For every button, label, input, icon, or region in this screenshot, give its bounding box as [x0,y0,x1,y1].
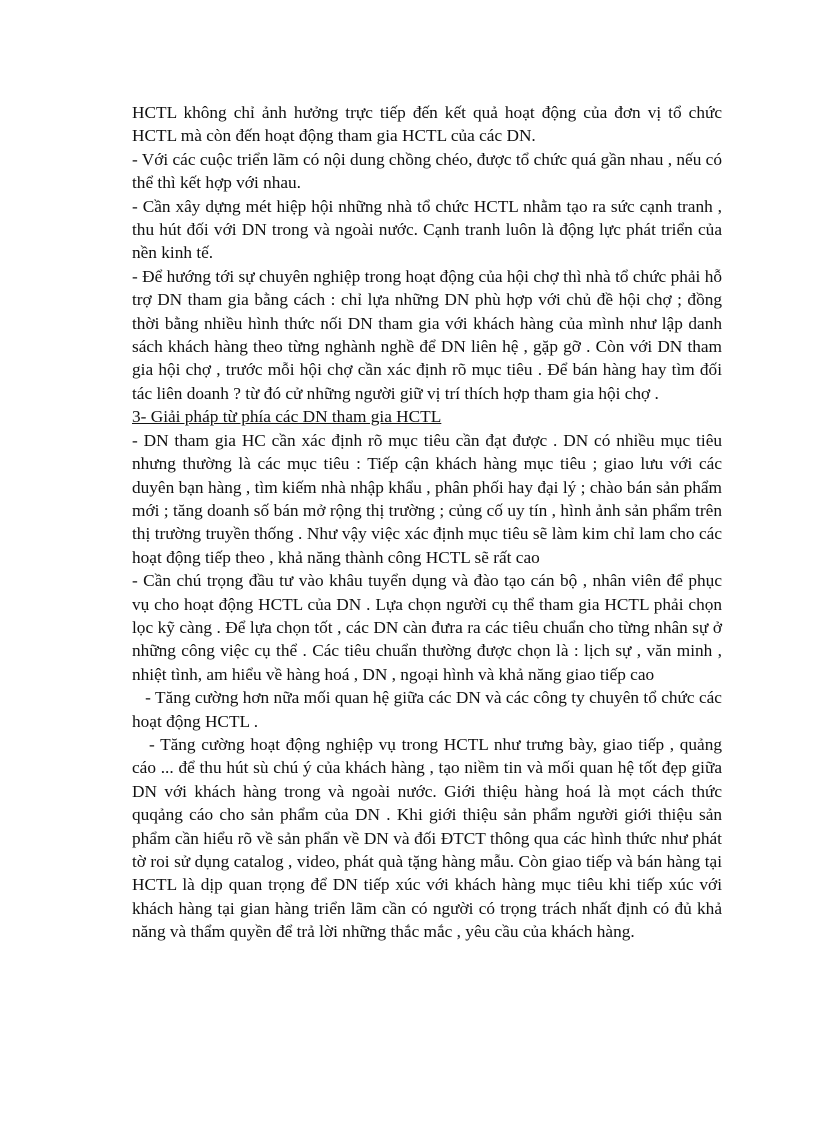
paragraph-define-goals: - DN tham gia HC cần xác định rõ mục tiêu cần đạt được . DN có nhiều mục tiêu nhưng thường là các mục tiêu : Tiếp cận khách hàng mục tiêu ; giao lưu với các duyên bạn hàng , tìm kiếm nhà nhập khẩu , phân phối hay đại lý ; chào bán sản phẩm mới ; tăng doanh số bán mở rộng thị trường ; củng cố uy tín , hình ảnh sản phẩm trên thị trường truyền thống . Như vậy việc xác định mục tiêu sẽ làm kim chỉ lam cho các hoạt động tiếp theo , khả năng thành công HCTL sẽ rất cao [132,430,722,567]
paragraph-hctl-impact: HCTL không chỉ ảnh hưởng trực tiếp đến kết quả hoạt động của đơn vị tổ chức HCTL mà còn đến hoạt động tham gia HCTL của các DN. [132,103,722,146]
document-page [132,101,727,944]
paragraph-staff-training: - Cần chú trọng đầu tư vào khâu tuyển dụng và đào tạo cán bộ , nhân viên để phục vụ cho hoạt động HCTL của DN . Lựa chọn người cụ thể tham gia HCTL phải chọn lọc kỹ càng . Để lựa chọn tốt , các DN càn đưra ra các tiêu chuẩn cho từng nhân sự ở những công việc cụ thể . Các tiêu chuẩn thường được chọn là : lịch sự , văn minh , nhiệt tình, am hiểu về hàng hoá , DN , ngoại hình và khả năng giao tiếp cao [132,571,722,684]
paragraph-strengthen-relations: - Tăng cường hơn nữa mối quan hệ giữa các DN và các công ty chuyên tổ chức các hoạt động HCTL . [132,688,727,731]
paragraph-organizer-association: - Cần xây dựng mét hiệp hội những nhà tổ chức HCTL nhằm tạo ra sức cạnh tranh , thu hút đối với DN trong và ngoài nước. Cạnh tranh luôn là động lực phát triển của nền kinh tế. [132,196,722,263]
paragraph-professional-activities: - Tăng cường hoạt động nghiệp vụ trong HCTL như trưng bày, giao tiếp , quảng cáo ... để thu hút sù chú ý của khách hàng , tạo niềm tin và mối quan hệ tốt đẹp giữa DN với khách hàng trong và ngoài nước. Giới thiệu hàng hoá là mọt cách thức quqảng cáo cho sản phẩm của DN . Khi giới thiệu sản phẩm người giới thiệu sản phẩm cần hiểu rõ về sản phẩn về DN và đối ĐTCT thông qua các hình thức như phát tờ roi sử dụng catalog , video, phát quà tặng hàng mẫu. Còn giao tiếp và bán hàng tại HCTL là dịp quan trọng để DN tiếp xúc với khách hàng mục tiêu khi tiếp xúc với khách hàng tại gian hàng triển lãm cần có người có trọng trách nhất định có đủ khả năng và thẩm quyền để trả lời những thắc mắc , yêu cầu của khách hàng. [132,734,727,942]
section-heading: 3- Giải pháp từ phía các DN tham gia HCTL [132,407,442,427]
paragraph-professionalism: - Để hướng tới sự chuyên nghiệp trong hoạt động của hội chợ thì nhà tổ chức phải hỗ trợ DN tham gia bằng cách : chỉ lựa những DN phù hợp với chủ đề hội chợ ; đồng thời bằng nhiều hình thức nối DN tham gia với khách hàng của mình như lập danh sách khách hàng theo từng nghành nghề để DN liên hệ , gặp gỡ . Còn với DN tham gia hội chợ , trước mỗi hội chợ cần xác định rõ mục tiêu . Để bán hàng hay tìm đối tác liên doanh ? từ đó cử những người giữ vị trí thích hợp tham gia hội chợ . [132,266,722,403]
paragraph-overlapping-fairs: - Với các cuộc triển lãm có nội dung chồng chéo, được tổ chức quá gần nhau , nếu có thể thì kết hợp với nhau. [132,149,722,193]
